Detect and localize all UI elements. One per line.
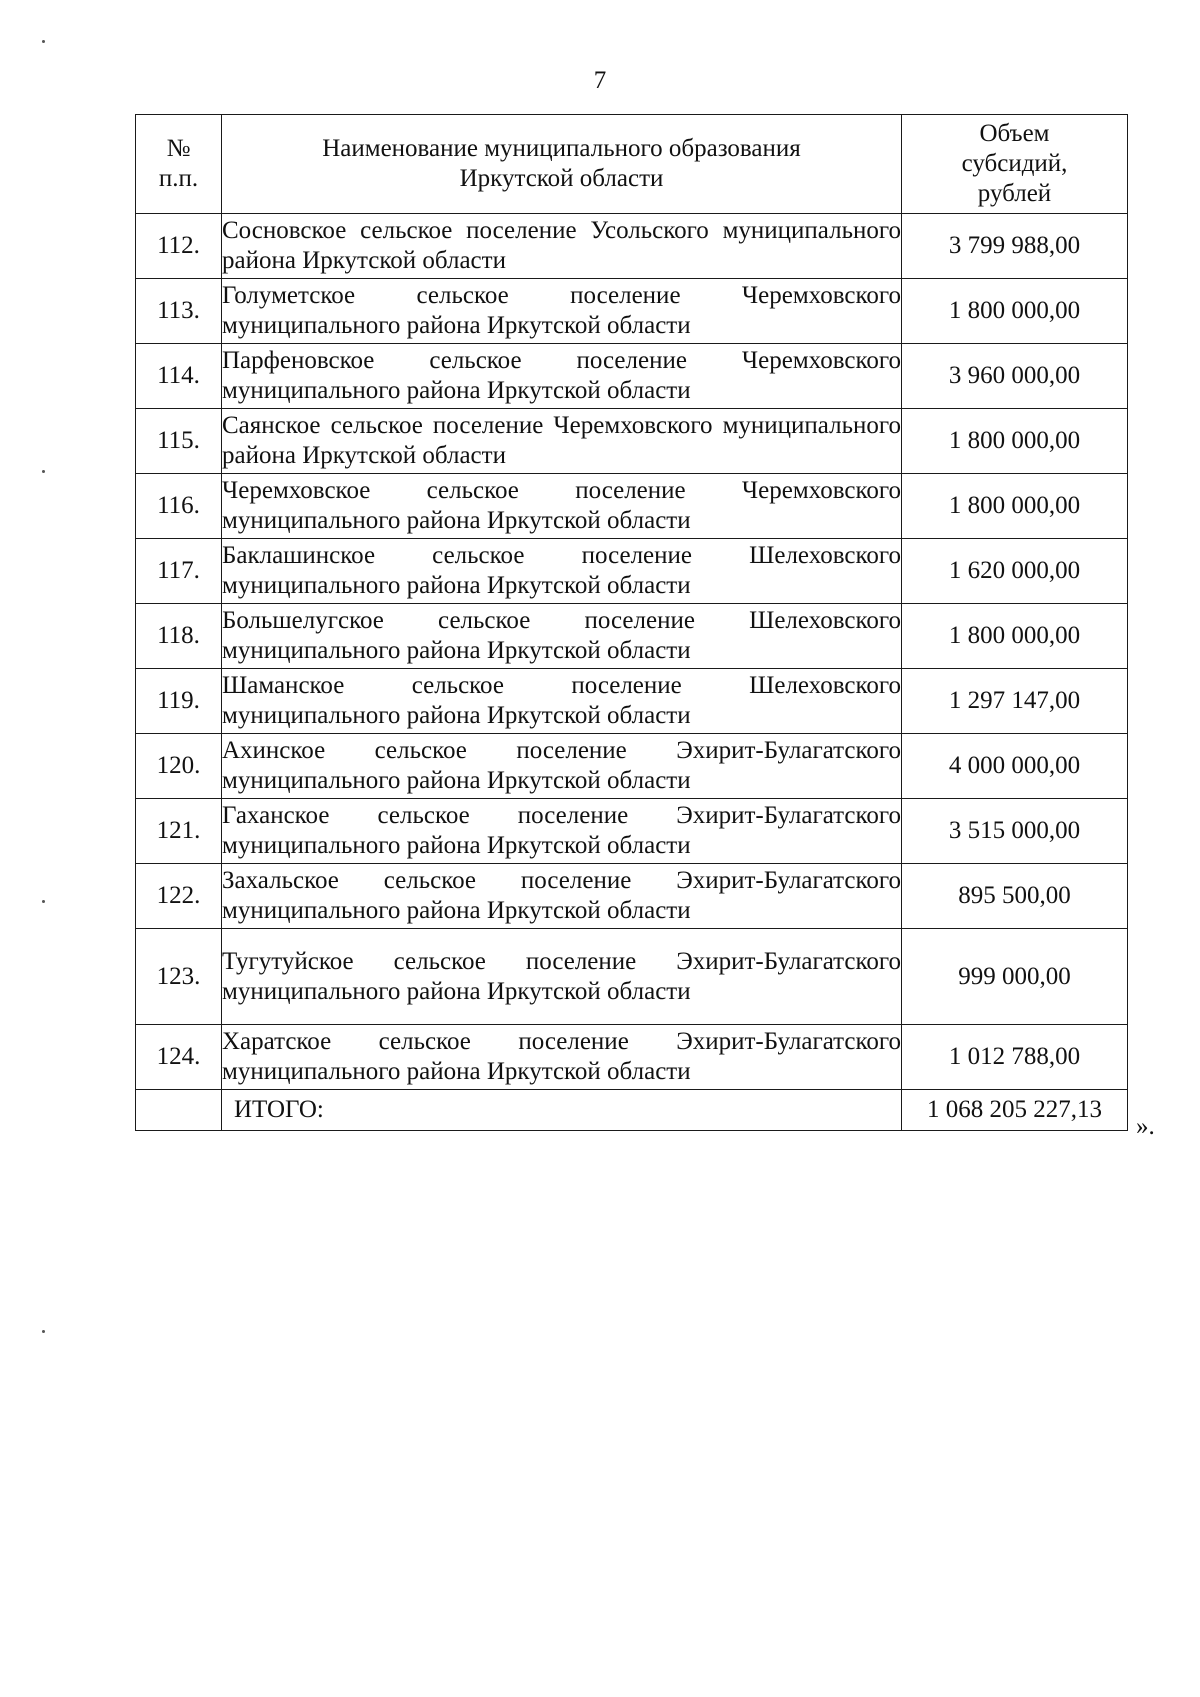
- header-municipality-name: Наименование муниципального образования Иркутской области: [222, 115, 902, 214]
- total-number-cell: [136, 1090, 222, 1131]
- row-number: 112.: [136, 214, 222, 279]
- table-row: [136, 864, 1128, 929]
- row-municipality-name: Сосновское сельское поселение Усольского муниципального района Иркутской области: [222, 214, 902, 279]
- row-municipality-name: Тугутуйское сельское поселение Эхирит-Булагатского муниципального района Иркутской области: [222, 929, 902, 1025]
- total-label: ИТОГО:: [222, 1090, 902, 1131]
- subsidy-table: [135, 114, 1128, 1131]
- row-number: 115.: [136, 409, 222, 474]
- row-number: 123.: [136, 929, 222, 1025]
- table-row: [136, 474, 1128, 539]
- row-number: 118.: [136, 604, 222, 669]
- table-row: [136, 344, 1128, 409]
- row-number: 121.: [136, 799, 222, 864]
- row-number: 120.: [136, 734, 222, 799]
- header-subsidy-amount: Объем субсидий, рублей: [902, 115, 1128, 214]
- page-number: 7: [593, 67, 607, 94]
- table-row: [136, 214, 1128, 279]
- row-municipality-name: Шаманское сельское поселение Шелеховского муниципального района Иркутской области: [222, 669, 902, 734]
- row-municipality-name: Захальское сельское поселение Эхирит-Булагатского муниципального района Иркутской области: [222, 864, 902, 929]
- margin-mark: [42, 900, 45, 903]
- table-row: [136, 799, 1128, 864]
- row-number: 122.: [136, 864, 222, 929]
- row-municipality-name: Баклашинское сельское поселение Шелеховского муниципального района Иркутской области: [222, 539, 902, 604]
- row-subsidy-amount: 1 012 788,00: [902, 1025, 1128, 1090]
- row-subsidy-amount: 3 960 000,00: [902, 344, 1128, 409]
- table-header-row: [136, 115, 1128, 214]
- row-municipality-name: Парфеновское сельское поселение Черемховского муниципального района Иркутской области: [222, 344, 902, 409]
- row-subsidy-amount: 3 515 000,00: [902, 799, 1128, 864]
- row-municipality-name: Черемховское сельское поселение Черемховского муниципального района Иркутской области: [222, 474, 902, 539]
- row-subsidy-amount: 895 500,00: [902, 864, 1128, 929]
- table-row: [136, 279, 1128, 344]
- table-row: [136, 669, 1128, 734]
- row-subsidy-amount: 999 000,00: [902, 929, 1128, 1025]
- row-number: 116.: [136, 474, 222, 539]
- table-total-row: [136, 1090, 1128, 1131]
- row-municipality-name: Голуметское сельское поселение Черемховского муниципального района Иркутской области: [222, 279, 902, 344]
- row-subsidy-amount: 1 800 000,00: [902, 604, 1128, 669]
- table-row: [136, 604, 1128, 669]
- row-subsidy-amount: 1 800 000,00: [902, 474, 1128, 539]
- row-number: 124.: [136, 1025, 222, 1090]
- table-row: [136, 539, 1128, 604]
- table-row: [136, 734, 1128, 799]
- row-number: 119.: [136, 669, 222, 734]
- closing-quote: ».: [1136, 1113, 1155, 1140]
- row-municipality-name: Ахинское сельское поселение Эхирит-Булагатского муниципального района Иркутской области: [222, 734, 902, 799]
- row-subsidy-amount: 1 800 000,00: [902, 409, 1128, 474]
- row-municipality-name: Саянское сельское поселение Черемховского муниципального района Иркутской области: [222, 409, 902, 474]
- header-number: № п.п.: [136, 115, 222, 214]
- margin-mark: [42, 470, 45, 473]
- row-number: 117.: [136, 539, 222, 604]
- margin-mark: [42, 40, 45, 43]
- row-subsidy-amount: 3 799 988,00: [902, 214, 1128, 279]
- row-municipality-name: Большелугское сельское поселение Шелеховского муниципального района Иркутской области: [222, 604, 902, 669]
- row-municipality-name: Гаханское сельское поселение Эхирит-Булагатского муниципального района Иркутской области: [222, 799, 902, 864]
- row-subsidy-amount: 4 000 000,00: [902, 734, 1128, 799]
- table-row: [136, 929, 1128, 1025]
- row-number: 113.: [136, 279, 222, 344]
- margin-mark: [42, 1330, 45, 1333]
- row-subsidy-amount: 1 620 000,00: [902, 539, 1128, 604]
- row-subsidy-amount: 1 800 000,00: [902, 279, 1128, 344]
- row-subsidy-amount: 1 297 147,00: [902, 669, 1128, 734]
- total-amount: 1 068 205 227,13: [902, 1090, 1128, 1131]
- table-row: [136, 409, 1128, 474]
- table-row: [136, 1025, 1128, 1090]
- row-municipality-name: Харатское сельское поселение Эхирит-Булагатского муниципального района Иркутской области: [222, 1025, 902, 1090]
- row-number: 114.: [136, 344, 222, 409]
